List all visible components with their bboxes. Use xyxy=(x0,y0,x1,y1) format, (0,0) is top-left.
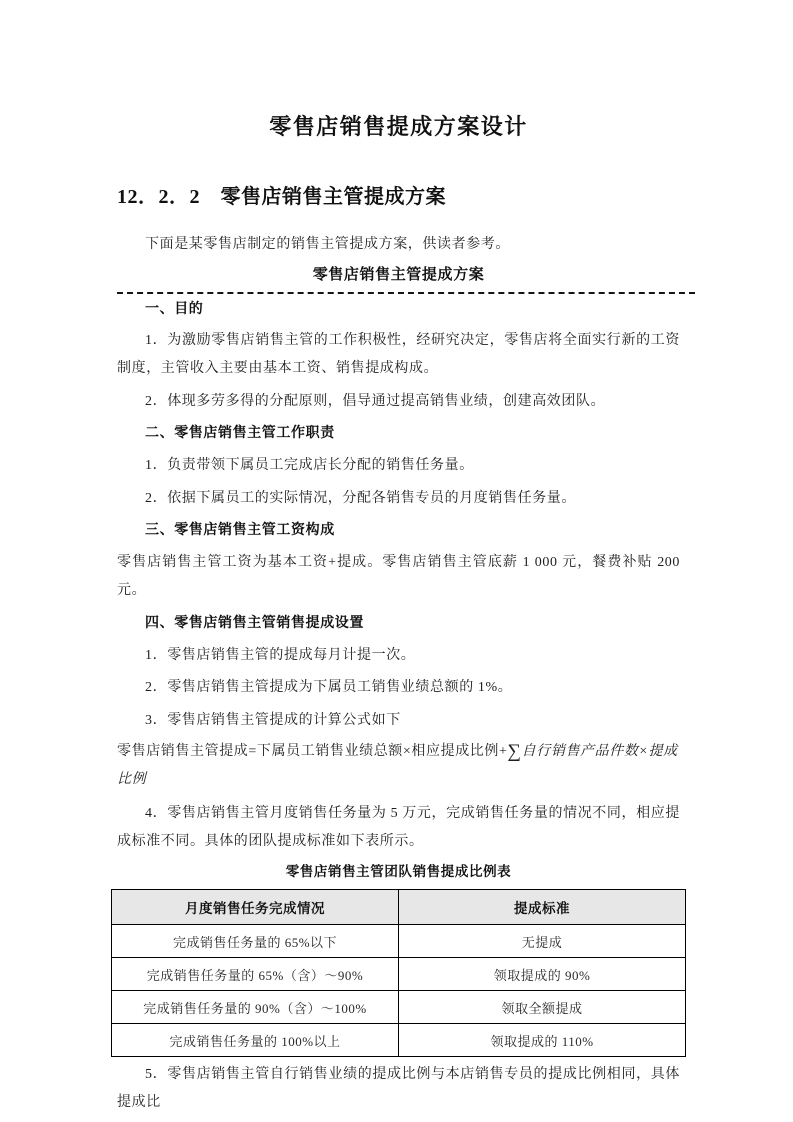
formula-variable-1: 自行销售产品件数 xyxy=(521,744,639,759)
paragraph-commission-3: 3．零售店销售主管提成的计算公式如下 xyxy=(145,713,401,728)
table-cell-completion: 完成销售任务量的 65%以下 xyxy=(112,925,399,958)
section-heading-purpose: 一、目的 xyxy=(145,302,204,317)
paragraph-commission-4: 4．零售店销售主管月度销售任务量为 5 万元，完成销售任务量的情况不同，相应提成标准不同。具体的团队提成标准如下表所示。 xyxy=(117,806,680,849)
table-header-row xyxy=(112,890,686,925)
table-cell-standard: 领取提成的 110% xyxy=(399,1024,686,1057)
intro-paragraph: 下面是某零售店制定的销售主管提成方案，供读者参考。 xyxy=(145,237,510,252)
paragraph-commission-5: 5．零售店销售主管自行销售业绩的提成比例与本店销售专员的提成比例相同，具体提成比 xyxy=(117,1067,680,1110)
table-header-standard: 提成标准 xyxy=(399,890,686,925)
table-row xyxy=(112,925,686,958)
table-cell-standard: 领取全额提成 xyxy=(399,991,686,1024)
formula-prefix: 零售店销售主管提成=下属员工销售业绩总额×相应提成比例+ xyxy=(117,744,508,759)
dashed-divider xyxy=(117,292,695,294)
paragraph-duties-1: 1．负责带领下属员工完成店长分配的销售任务量。 xyxy=(145,458,474,473)
section-number-heading: 12．2．2 零售店销售主管提成方案 xyxy=(117,186,446,208)
paragraph-duties-2: 2．依据下属员工的实际情况，分配各销售专员的月度销售任务量。 xyxy=(145,491,576,506)
section-heading-commission: 四、零售店销售主管销售提成设置 xyxy=(145,616,364,631)
section-heading-salary: 三、零售店销售主管工资构成 xyxy=(145,523,335,538)
table-row xyxy=(112,958,686,991)
formula-operator: × xyxy=(638,744,649,759)
table-cell-completion: 完成销售任务量的 100%以上 xyxy=(112,1024,399,1057)
table-cell-completion: 完成销售任务量的 65%（含）～90% xyxy=(112,958,399,991)
paragraph-commission-1: 1．零售店销售主管的提成每月计提一次。 xyxy=(145,648,416,663)
table-title: 零售店销售主管团队销售提成比例表 xyxy=(285,864,512,879)
formula-variable-2: 提成比例 xyxy=(117,744,678,787)
plan-title: 零售店销售主管提成方案 xyxy=(312,267,485,283)
commission-formula xyxy=(117,738,680,794)
paragraph-purpose-1: 1．为激励零售店销售主管的工作积极性，经研究决定，零售店将全面实行新的工资制度，主管收入主要由基本工资、销售提成构成。 xyxy=(117,333,680,376)
table-cell-standard: 领取提成的 90% xyxy=(399,958,686,991)
table-cell-completion: 完成销售任务量的 90%（含）～100% xyxy=(112,991,399,1024)
table-cell-standard: 无提成 xyxy=(399,925,686,958)
paragraph-purpose-2: 2．体现多劳多得的分配原则，倡导通过提高销售业绩，创建高效团队。 xyxy=(145,394,606,409)
doc-title: 零售店销售提成方案设计 xyxy=(269,114,528,139)
paragraph-salary-1: 零售店销售主管工资为基本工资+提成。零售店销售主管底薪 1 000 元，餐费补贴 200 元。 xyxy=(117,555,680,598)
commission-table xyxy=(111,889,686,1057)
section-heading-duties: 二、零售店销售主管工作职责 xyxy=(145,426,335,441)
table-header-completion: 月度销售任务完成情况 xyxy=(112,890,399,925)
table-row xyxy=(112,991,686,1024)
table-row xyxy=(112,1024,686,1057)
paragraph-commission-2: 2．零售店销售主管提成为下属员工销售业绩总额的 1%。 xyxy=(145,680,513,695)
sigma-symbol: ∑ xyxy=(507,741,522,762)
